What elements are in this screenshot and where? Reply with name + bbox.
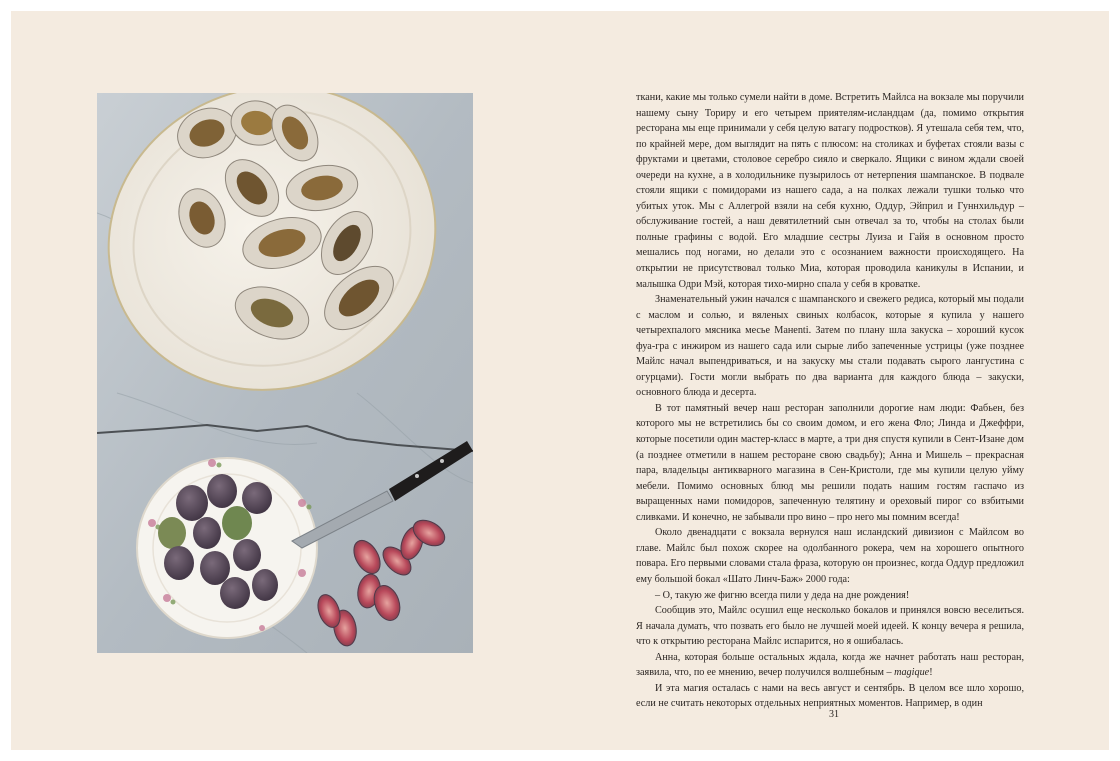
dialogue-line: – О, такую же фигню всегда пили у деда на дне рождения!: [655, 589, 910, 601]
paragraph-text: Анна, которая больше остальных ждала, когда же начнет работать наш ресторан, заявила, что, по ее мнению, вечер получился волшебным –: [636, 651, 1024, 679]
paragraph-tail: !: [929, 667, 933, 679]
book-page: [11, 11, 1109, 750]
paragraph: Знаменательный ужин начался с шампанского и свежего редиса, который мы подали с маслом и солью, и вяленых свиных колбасок, которые я купила у нашего четырехпалого мясника месье Манenti. Затем по плану шла закуска – хороший кусок фуа-гра с инжиром из нашего сада или сырые либо запеченные устрицы (уже позднее Майлс начал выпендриваться, и на закуску мы стали подавать сырого лангустина с огурцами). Гости могли выбрать по два варианта для каждого блюда – закуски, основного блюда и десерта.: [636, 294, 1024, 399]
oysters-figs-image: [97, 93, 473, 653]
paragraph: Около двенадцати с вокзала вернулся наш исландский дивизион с Майлсом во главе. Майлс был похож скорее на одолбанного рокера, чем на хорошего опытного повара. Его первыми словами стала фраза, которую он произнес, когда Оддур предложил ему большой бокал «Шато Линч-Баж» 2000 года:: [636, 527, 1024, 585]
page-number: 31: [829, 709, 839, 720]
paragraph: В тот памятный вечер наш ресторан заполнили дорогие нам люди: Фабьен, без которого мы не встретились бы со своим домом, и его жена Фло; Линда и Джеффри, которые посетили один мастер-класс в марте, а три дня спустя купили в Сент-Изане дом (а позднее отметили в нашем ресторане свою свадьбу); Анна и Мишель – прекрасная пара, владельцы антикварного магазина в Сен-Кристоли, где мы купили целую уйму мебели. Помимо основных блюд мы решили подать нашим гостям гаспачо из выращенных нами помидоров, запеченную телятину и ореховый пирог со взбитыми сливками. И конечно, не забывали про вино – про него мы помним всегда!: [636, 402, 1024, 523]
paragraph: [636, 650, 1024, 681]
body-text: [636, 90, 1024, 712]
paragraph: Сообщив это, Майлс осушил еще несколько бокалов и принялся вовсю веселиться. Я начала думать, что позвать его было не лучшей моей идеей. К концу вечера я решила, что к открытию ресторана Майлс испарится, но я ошибалась.: [636, 605, 1024, 648]
paragraph-continuation: ткани, какие мы только сумели найти в доме. Встретить Майлса на вокзале мы поручили нашему сыну Ториру и его четырем приятелям-исландцам (да, помимо открытия ресторана мы еще принимали у себя целую ватагу подростков). Я утешала себя тем, что, по крайней мере, дом выглядит на пять с плюсом: на столиках и буфетах стояли вазы с фруктами и цветами, столовое серебро сияло и сверкало. Ящики с вином ждали своей очереди на кухне, а в холодильнике пузырилось от нетерпения шампанское. В подвале стояли ящики с помидорами из нашего сада, а на полках лежали тушки только что убитых уток. Мы с Аллегрой взяли на себя кухню, Оддур, Эйприл и Гуннхильдур – обслуживание гостей, а наш девятилетний сын отвечал за то, чтобы на столах были полные графины с водой. Его младшие сестры Луиза и Гайя в основном просто мешались под ногами, но делали это с осознанием важности происходящего. На открытии не присутствовал только Миа, которая проводила каникулы в Испании, и малышка Одри Мэй, которая тихо-мирно спала у себя в кроватке.: [636, 92, 1024, 290]
italic-word: magique: [894, 667, 930, 679]
paragraph: И эта магия осталась с нами на весь август и сентябрь. В целом все шло хорошо, если не считать некоторых отдельных неприятных моментов. Например, в один: [636, 682, 1024, 710]
food-photo: [97, 93, 473, 653]
